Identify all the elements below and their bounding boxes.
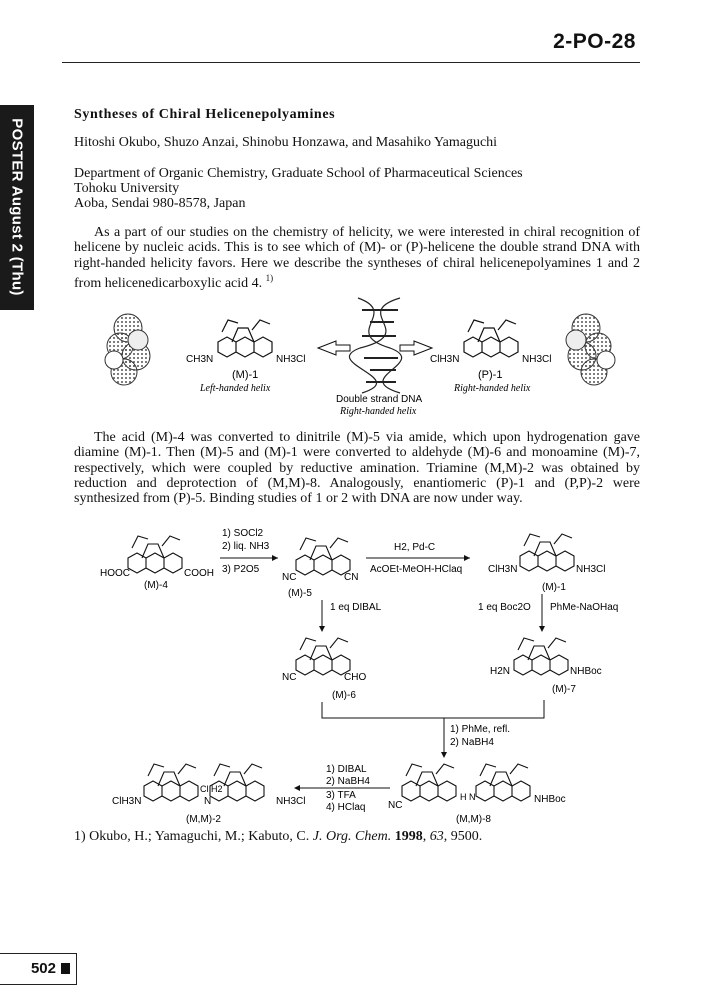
c2-left-group: ClH3N <box>112 796 142 807</box>
reference-year: 1998 <box>394 829 423 844</box>
step6-b: 2) NaBH4 <box>326 776 370 787</box>
c7-right-group: NHBoc <box>570 666 602 677</box>
coupling-bracket <box>322 700 544 718</box>
paper-title: Syntheses of Chiral Helicenepolyamines <box>74 107 336 122</box>
reference-authors: 1) Okubo, H.; Yamaguchi, M.; Kabuto, C. <box>74 829 310 844</box>
right-spacefill-model <box>566 314 615 385</box>
left-helicene-structure <box>218 320 272 357</box>
side-tab <box>0 105 34 310</box>
side-tab-label: POSTER August 2 (Thu) <box>8 118 26 296</box>
c6-left-group: NC <box>282 672 297 683</box>
c2-right-group: NH3Cl <box>276 796 306 807</box>
right-compound-label: (P)-1 <box>478 369 503 381</box>
compound-1-structure <box>520 534 574 571</box>
c1-left-group: ClH3N <box>488 564 518 575</box>
left-amine-label: CH3N <box>186 354 214 365</box>
left-salt-label: NH3Cl <box>276 354 306 365</box>
right-arrow-icon <box>400 341 432 355</box>
step1-a: 1) SOCl2 <box>222 528 264 539</box>
reference: 1) Okubo, H.; Yamaguchi, M.; Kabuto, C. J. Org. Chem. 1998, 63, 9500. <box>74 829 483 844</box>
c1-right-group: NH3Cl <box>576 564 606 575</box>
left-caption: Left-handed helix <box>200 383 271 394</box>
intro-ref: 1) <box>265 272 274 283</box>
intro-paragraph <box>74 225 640 291</box>
c5-right-group: CN <box>344 572 359 583</box>
c2-mid: N <box>204 796 212 807</box>
compound-5-structure <box>296 538 350 575</box>
dna-caption: Right-handed helix <box>340 406 417 417</box>
c4-right-group: COOH <box>184 568 214 579</box>
c1-label: (M)-1 <box>542 582 566 593</box>
step6-a: 1) DIBAL <box>326 764 367 775</box>
step4-a: 1 eq Boc2O <box>478 602 531 613</box>
affiliation-line: Aoba, Sendai 980-8578, Japan <box>74 196 246 211</box>
left-arrow-icon <box>318 341 350 355</box>
header-rule <box>62 62 640 63</box>
page-number: 502 <box>30 960 56 977</box>
right-caption: Right-handed helix <box>454 383 531 394</box>
step6-arrowhead <box>294 785 300 791</box>
synthesis-text: The acid (M)-4 was converted to dinitrile (M)-5 via amide, which upon hydrogenation gave diamine (M)-1. Then (M)-5 and (M)-1 were converted to aldehyde (M)-6 and monoamine (M)-7, respectively, which were coupled by reductive amination. Triamine (M,M)-2 was obtained by reduction and deprotection of (M,M)-8. Analogously, enantiomeric (P)-1 and (P,P)-2 were synthesized from (P)-5. Binding studies of 1 or 2 with DNA are now under way. <box>74 430 640 507</box>
c2-label: (M,M)-2 <box>186 814 221 825</box>
step2-arrowhead <box>464 555 470 561</box>
left-compound-label: (M)-1 <box>232 369 259 381</box>
c4-label: (M)-4 <box>144 580 168 591</box>
c5-left-group: NC <box>282 572 297 583</box>
compound-4-structure <box>128 536 182 573</box>
page-marker-icon <box>61 963 70 974</box>
step6-c: 3) TFA <box>326 790 356 801</box>
synthesis-paragraph <box>74 430 640 506</box>
step2-b: AcOEt-MeOH-HClaq <box>370 564 463 575</box>
step5-b: 2) NaBH4 <box>450 737 494 748</box>
affiliation <box>74 166 523 211</box>
step1-c: 3) P2O5 <box>222 564 260 575</box>
right-helicene-structure <box>464 320 518 357</box>
step2-a: H2, Pd-C <box>394 542 436 553</box>
dna-label: Double strand DNA <box>336 394 423 405</box>
c4-left-group: HOOC <box>100 568 130 579</box>
reference-journal: J. Org. Chem. <box>312 829 392 844</box>
c6-label: (M)-6 <box>332 690 356 701</box>
authors: Hitoshi Okubo, Shuzo Anzai, Shinobu Honzawa, and Masahiko Yamaguchi <box>74 135 498 150</box>
step3-arrowhead <box>319 626 325 632</box>
step5-a: 1) PhMe, refl. <box>450 724 511 735</box>
page-number-box <box>0 953 77 985</box>
compound-6-structure <box>296 638 350 675</box>
reference-volume: 63 <box>429 829 444 844</box>
reference-pages: 9500. <box>450 829 483 844</box>
c8-right-group: NHBoc <box>534 794 566 805</box>
c5-label: (M)-5 <box>288 588 312 599</box>
figure-helicity <box>100 288 620 418</box>
c8-label: (M,M)-8 <box>456 814 491 825</box>
dna-helix-icon <box>349 298 401 393</box>
intro-text: As a part of our studies on the chemistry of helicity, we were interested in chiral recognition of helicene by nucleic acids. This is to see which of (M)- or (P)-helicene the double strand DNA with right-handed helicity favors. Here we describe the syntheses of chiral helicenepolyamines 1 and 2 from helicenedicarboxylic acid 4. <box>74 225 640 291</box>
compound-7-structure <box>514 638 568 675</box>
c8-left-group: NC <box>388 800 403 811</box>
step4-arrowhead <box>539 626 545 632</box>
affiliation-line: Tohoku University <box>74 181 180 196</box>
synthesis-scheme <box>100 522 640 827</box>
c2-salt: Cl H2 <box>200 784 223 794</box>
left-spacefill-model <box>105 314 150 385</box>
right-salt-label: NH3Cl <box>522 354 552 365</box>
step1-arrowhead <box>272 555 278 561</box>
step5-arrowhead <box>441 752 447 758</box>
c7-left-group: H2N <box>490 666 511 677</box>
c6-right-group: CHO <box>344 672 367 683</box>
affiliation-line: Department of Organic Chemistry, Graduate School of Pharmaceutical Sciences <box>74 166 523 181</box>
poster-code: 2-PO-28 <box>553 30 636 53</box>
step1-b: 2) liq. NH3 <box>222 541 270 552</box>
step6-d: 4) HClaq <box>326 802 366 813</box>
step4-b: PhMe-NaOHaq <box>550 602 619 613</box>
step3-label: 1 eq DIBAL <box>330 602 382 613</box>
c8-mid: H N <box>460 792 476 802</box>
c7-label: (M)-7 <box>552 684 576 695</box>
right-amine-label: ClH3N <box>430 354 460 365</box>
